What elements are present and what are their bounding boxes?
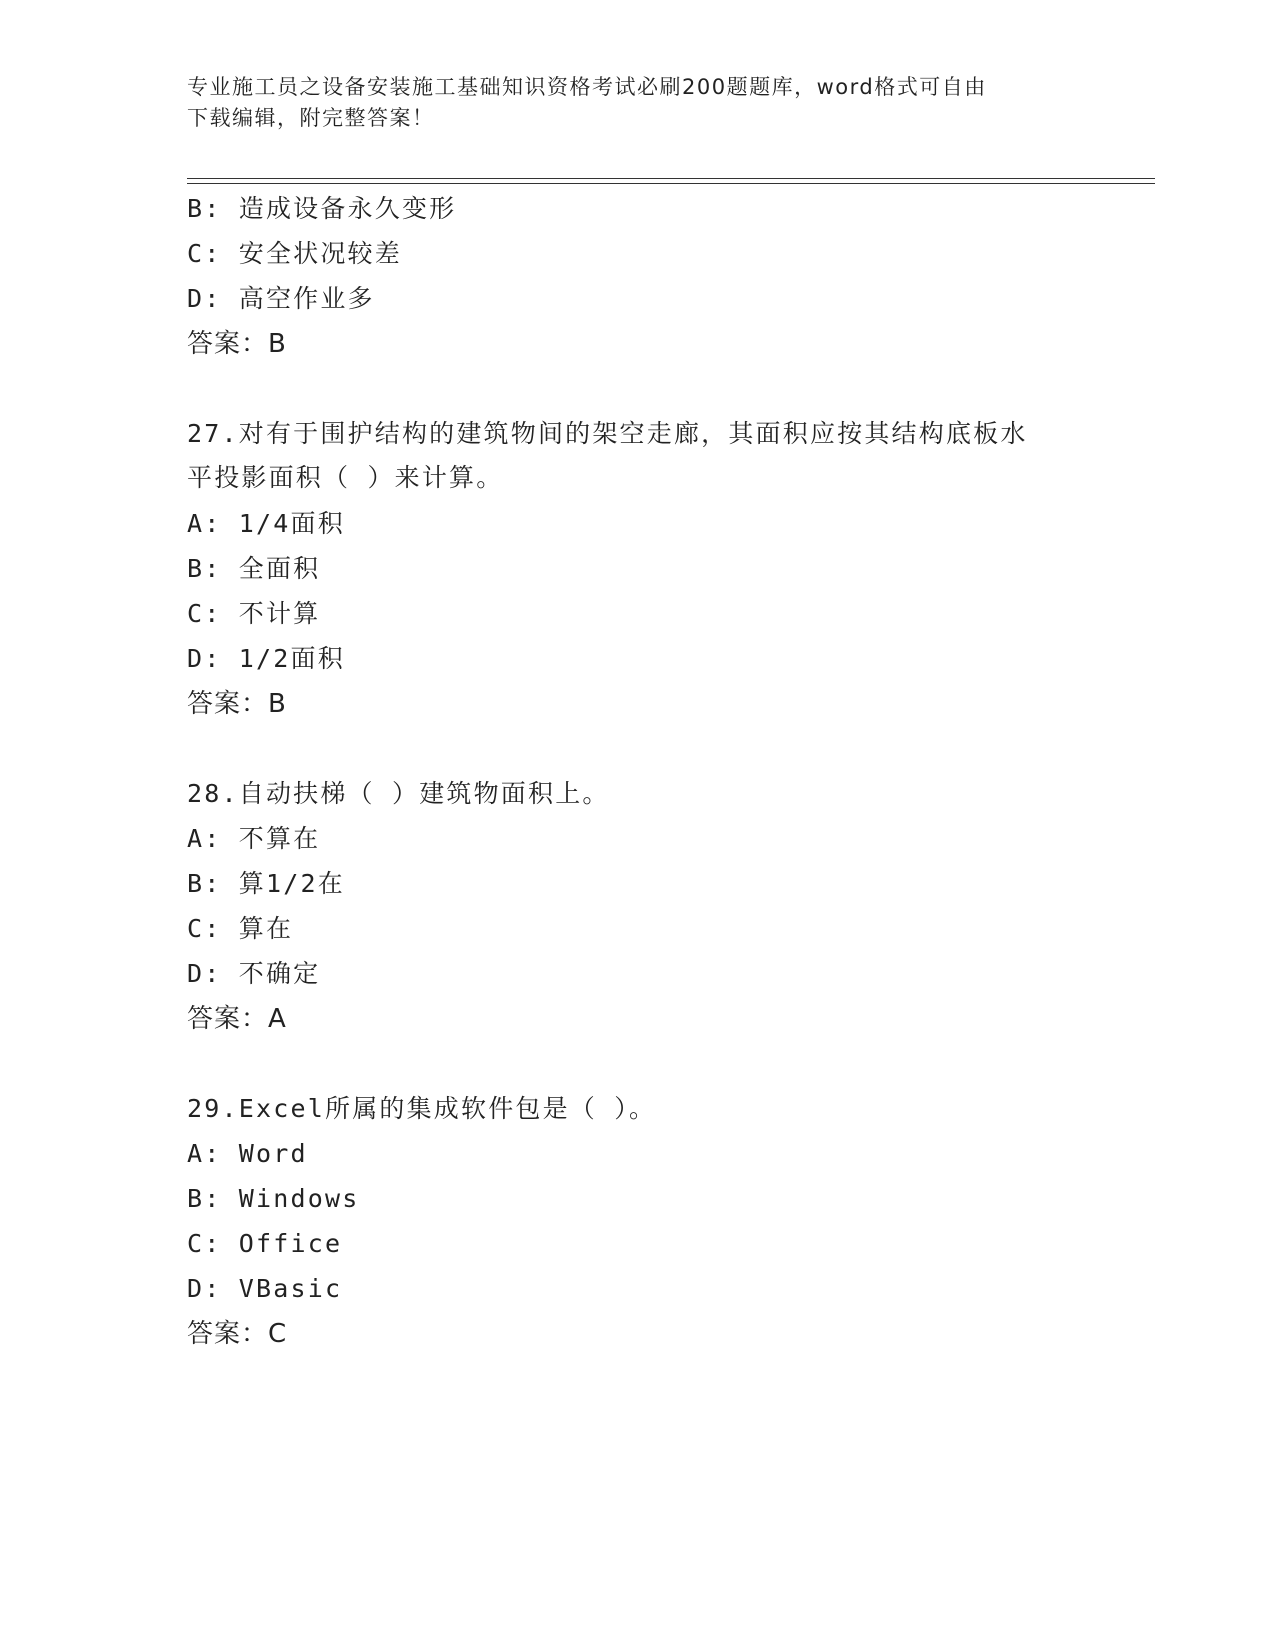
q29-option-c: C: Office bbox=[187, 1229, 343, 1258]
q28-option-d: D: 不确定 bbox=[187, 959, 321, 988]
q29-stem: 29.Excel所属的集成软件包是（ ）。 bbox=[187, 1094, 657, 1123]
header-line-1: 专业施工员之设备安装施工基础知识资格考试必刷200题题库，word格式可自由 bbox=[187, 75, 987, 99]
q27-stem-line-2: 平投影面积（ ）来计算。 bbox=[187, 463, 504, 492]
q28-stem: 28.自动扶梯（ ）建筑物面积上。 bbox=[187, 779, 610, 808]
q27-stem-line-1: 27.对有于围护结构的建筑物间的架空走廊，其面积应按其结构底板水 bbox=[187, 419, 1028, 448]
q29-option-a: A: Word bbox=[187, 1139, 308, 1168]
q28-option-a: A: 不算在 bbox=[187, 824, 321, 853]
q27-option-d: D: 1/2面积 bbox=[187, 644, 345, 673]
q28-answer: 答案：A bbox=[187, 1004, 287, 1034]
q29-answer: 答案：C bbox=[187, 1319, 288, 1349]
document-header bbox=[187, 72, 1087, 134]
q27-answer: 答案：B bbox=[187, 689, 287, 719]
q28-option-c: C: 算在 bbox=[187, 914, 294, 943]
header-divider-bottom bbox=[187, 183, 1155, 184]
q27-option-a: A: 1/4面积 bbox=[187, 509, 345, 538]
q26-option-c: C: 安全状况较差 bbox=[187, 239, 402, 268]
q27-option-c: C: 不计算 bbox=[187, 599, 321, 628]
header-divider-top bbox=[187, 178, 1155, 179]
q26-option-d: D: 高空作业多 bbox=[187, 284, 375, 313]
q26-answer: 答案：B bbox=[187, 329, 287, 359]
header-line-2: 下载编辑，附完整答案！ bbox=[187, 106, 435, 130]
q29-option-d: D: VBasic bbox=[187, 1274, 343, 1303]
q27-option-b: B: 全面积 bbox=[187, 554, 321, 583]
q29-option-b: B: Windows bbox=[187, 1184, 360, 1213]
q26-option-b: B: 造成设备永久变形 bbox=[187, 194, 457, 223]
q28-option-b: B: 算1/2在 bbox=[187, 869, 345, 898]
